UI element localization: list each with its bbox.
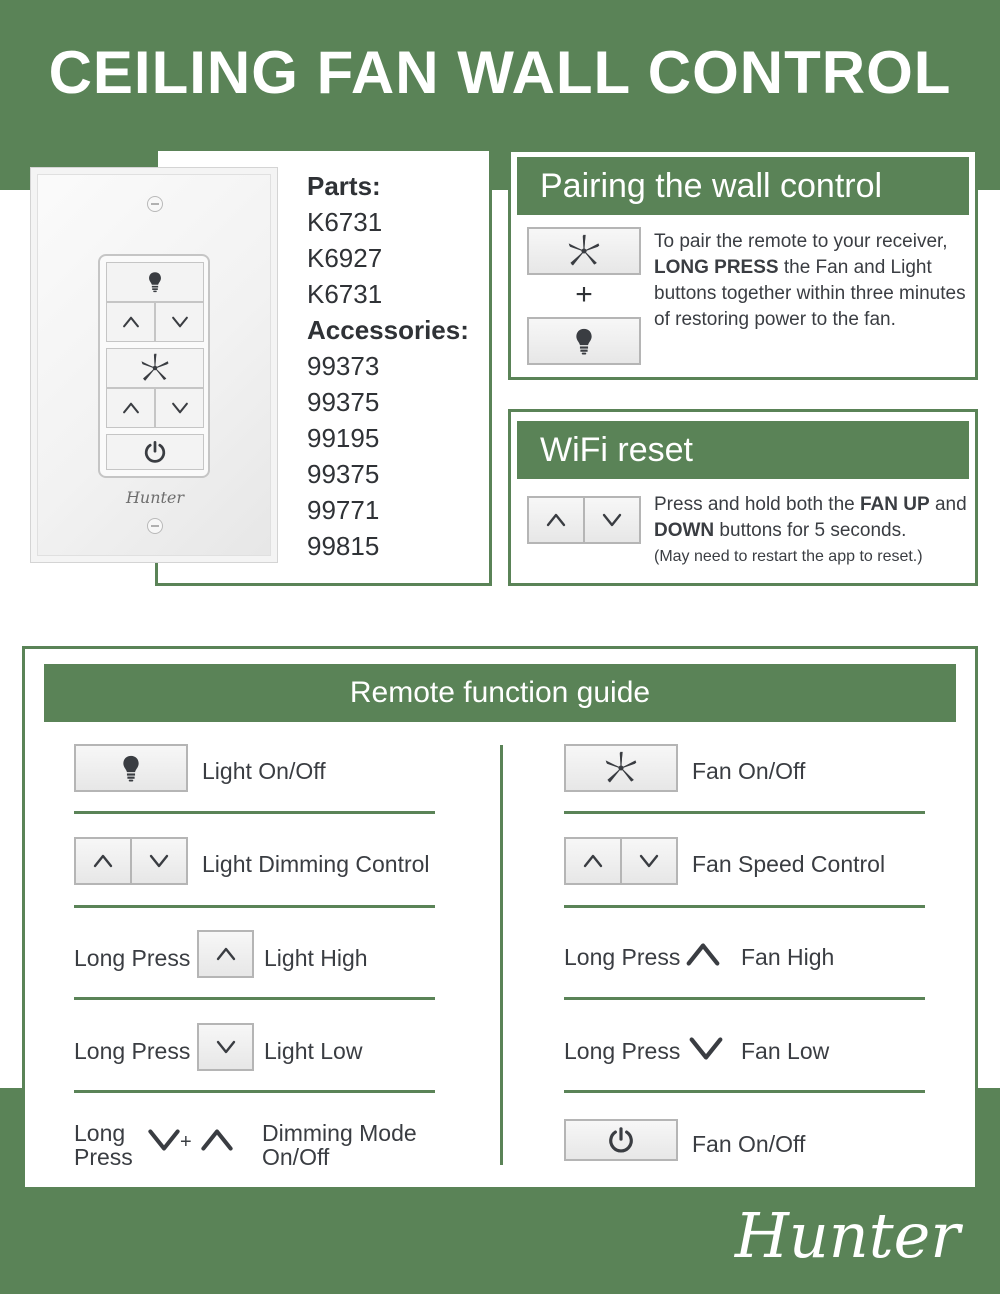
wifi-note: (May need to restart the app to reset.) xyxy=(654,548,923,565)
fan-icon xyxy=(140,353,170,383)
part-item: K6731 xyxy=(307,279,383,309)
chevron-down-icon xyxy=(216,1040,236,1054)
chevron-up-icon xyxy=(583,854,603,868)
power-key-image xyxy=(564,1119,678,1161)
light-key-image xyxy=(74,744,188,792)
row-divider xyxy=(564,905,925,908)
light-down-key-image xyxy=(197,1023,254,1071)
plate-fan-button xyxy=(106,348,204,388)
fan-key-image xyxy=(527,227,641,275)
keypad xyxy=(98,254,210,478)
pairing-panel xyxy=(508,149,978,380)
chevron-down-icon xyxy=(171,316,189,328)
row-divider xyxy=(74,997,435,1000)
plus-sign: + xyxy=(180,1131,192,1153)
chevron-down-icon xyxy=(688,1036,724,1061)
fan-on-off-label: Fan On/Off xyxy=(692,1131,806,1157)
light-dimming-label: Light Dimming Control xyxy=(202,851,430,877)
long-press-label: Long Press xyxy=(74,945,191,971)
fan-speed-label: Fan Speed Control xyxy=(692,851,886,877)
row-divider xyxy=(564,1090,925,1093)
dimming-mode-label-line1: Dimming Mode xyxy=(262,1120,417,1146)
plate-light-down-button xyxy=(155,302,204,342)
chevron-down-icon xyxy=(602,513,622,527)
light-up-key-image xyxy=(197,930,254,978)
part-item: K6731 xyxy=(307,207,383,237)
chevron-up-icon xyxy=(122,316,140,328)
fan-on-off-label: Fan On/Off xyxy=(692,758,806,784)
long-press-label: Long Press xyxy=(74,1038,191,1064)
guide-heading: Remote function guide xyxy=(44,664,956,722)
light-low-label: Light Low xyxy=(264,1038,363,1064)
row-divider xyxy=(74,811,435,814)
chevron-down-icon xyxy=(149,854,169,868)
part-item: K6927 xyxy=(307,243,383,273)
fan-icon xyxy=(604,751,638,785)
wifi-heading: WiFi reset xyxy=(517,421,969,479)
dimming-mode-label-line2: On/Off xyxy=(262,1144,330,1170)
wall-plate-image xyxy=(30,167,278,563)
fan-high-label: Fan High xyxy=(741,944,835,970)
chevron-up-icon xyxy=(122,402,140,414)
chevron-up-icon xyxy=(685,942,721,967)
plate-light-button xyxy=(106,262,204,302)
guide-divider xyxy=(500,745,503,1165)
long-press-label: Long Press xyxy=(564,1038,681,1064)
accessory-item: 99771 xyxy=(307,495,380,525)
fan-key-image xyxy=(564,744,678,792)
plate-light-up-button xyxy=(106,302,155,342)
light-up-down-key-image xyxy=(74,837,188,885)
row-divider xyxy=(74,905,435,908)
light-on-off-label: Light On/Off xyxy=(202,758,326,784)
chevron-up-icon xyxy=(200,1127,234,1153)
light-key-image xyxy=(527,317,641,365)
bulb-icon xyxy=(148,271,162,293)
chevron-down-icon xyxy=(147,1127,181,1153)
accessory-item: 99815 xyxy=(307,531,380,561)
parts-list xyxy=(307,168,469,564)
fan-low-label: Fan Low xyxy=(741,1038,830,1064)
screw-icon xyxy=(147,196,163,212)
long-press-label: Long Press xyxy=(564,944,681,970)
screw-icon xyxy=(147,518,163,534)
chevron-up-icon xyxy=(546,513,566,527)
chevron-up-icon xyxy=(93,854,113,868)
power-icon xyxy=(607,1126,635,1154)
function-guide-panel xyxy=(22,646,978,1190)
accessory-item: 99375 xyxy=(307,459,380,489)
power-icon xyxy=(143,440,167,464)
chevron-down-icon xyxy=(171,402,189,414)
pairing-instructions: To pair the remote to your receiver, LONG PRESS the Fan and Light buttons together within three minutes of restoring power to the fan. xyxy=(654,231,966,330)
accessories-heading: Accessories: xyxy=(307,315,469,345)
accessory-item: 99373 xyxy=(307,351,380,381)
hunter-logo: Hunter xyxy=(734,1199,960,1272)
page-title: CEILING FAN WALL CONTROL xyxy=(48,39,952,106)
plus-sign: + xyxy=(575,278,593,311)
parts-heading: Parts: xyxy=(307,171,381,201)
wifi-reset-panel xyxy=(508,409,978,586)
plate-fan-up-button xyxy=(106,388,155,428)
wifi-instructions: Press and hold both the FAN UP and DOWN buttons for 5 seconds. xyxy=(654,494,967,541)
row-divider xyxy=(74,1090,435,1093)
plate-fan-down-button xyxy=(155,388,204,428)
row-divider xyxy=(564,811,925,814)
bulb-icon xyxy=(575,328,593,355)
row-divider xyxy=(564,997,925,1000)
light-high-label: Light High xyxy=(264,945,368,971)
pairing-heading: Pairing the wall control xyxy=(517,157,969,215)
plate-hunter-logo: Hunter xyxy=(125,488,185,507)
chevron-down-icon xyxy=(639,854,659,868)
accessory-item: 99375 xyxy=(307,387,380,417)
fan-icon xyxy=(567,234,601,268)
bulb-icon xyxy=(122,755,140,782)
accessory-item: 99195 xyxy=(307,423,380,453)
long-label: Long xyxy=(74,1120,126,1146)
plate-power-button xyxy=(106,434,204,470)
fan-up-down-key-image xyxy=(527,496,641,544)
chevron-up-icon xyxy=(216,947,236,961)
fan-up-down-key-image xyxy=(564,837,678,885)
press-label: Press xyxy=(74,1144,133,1170)
